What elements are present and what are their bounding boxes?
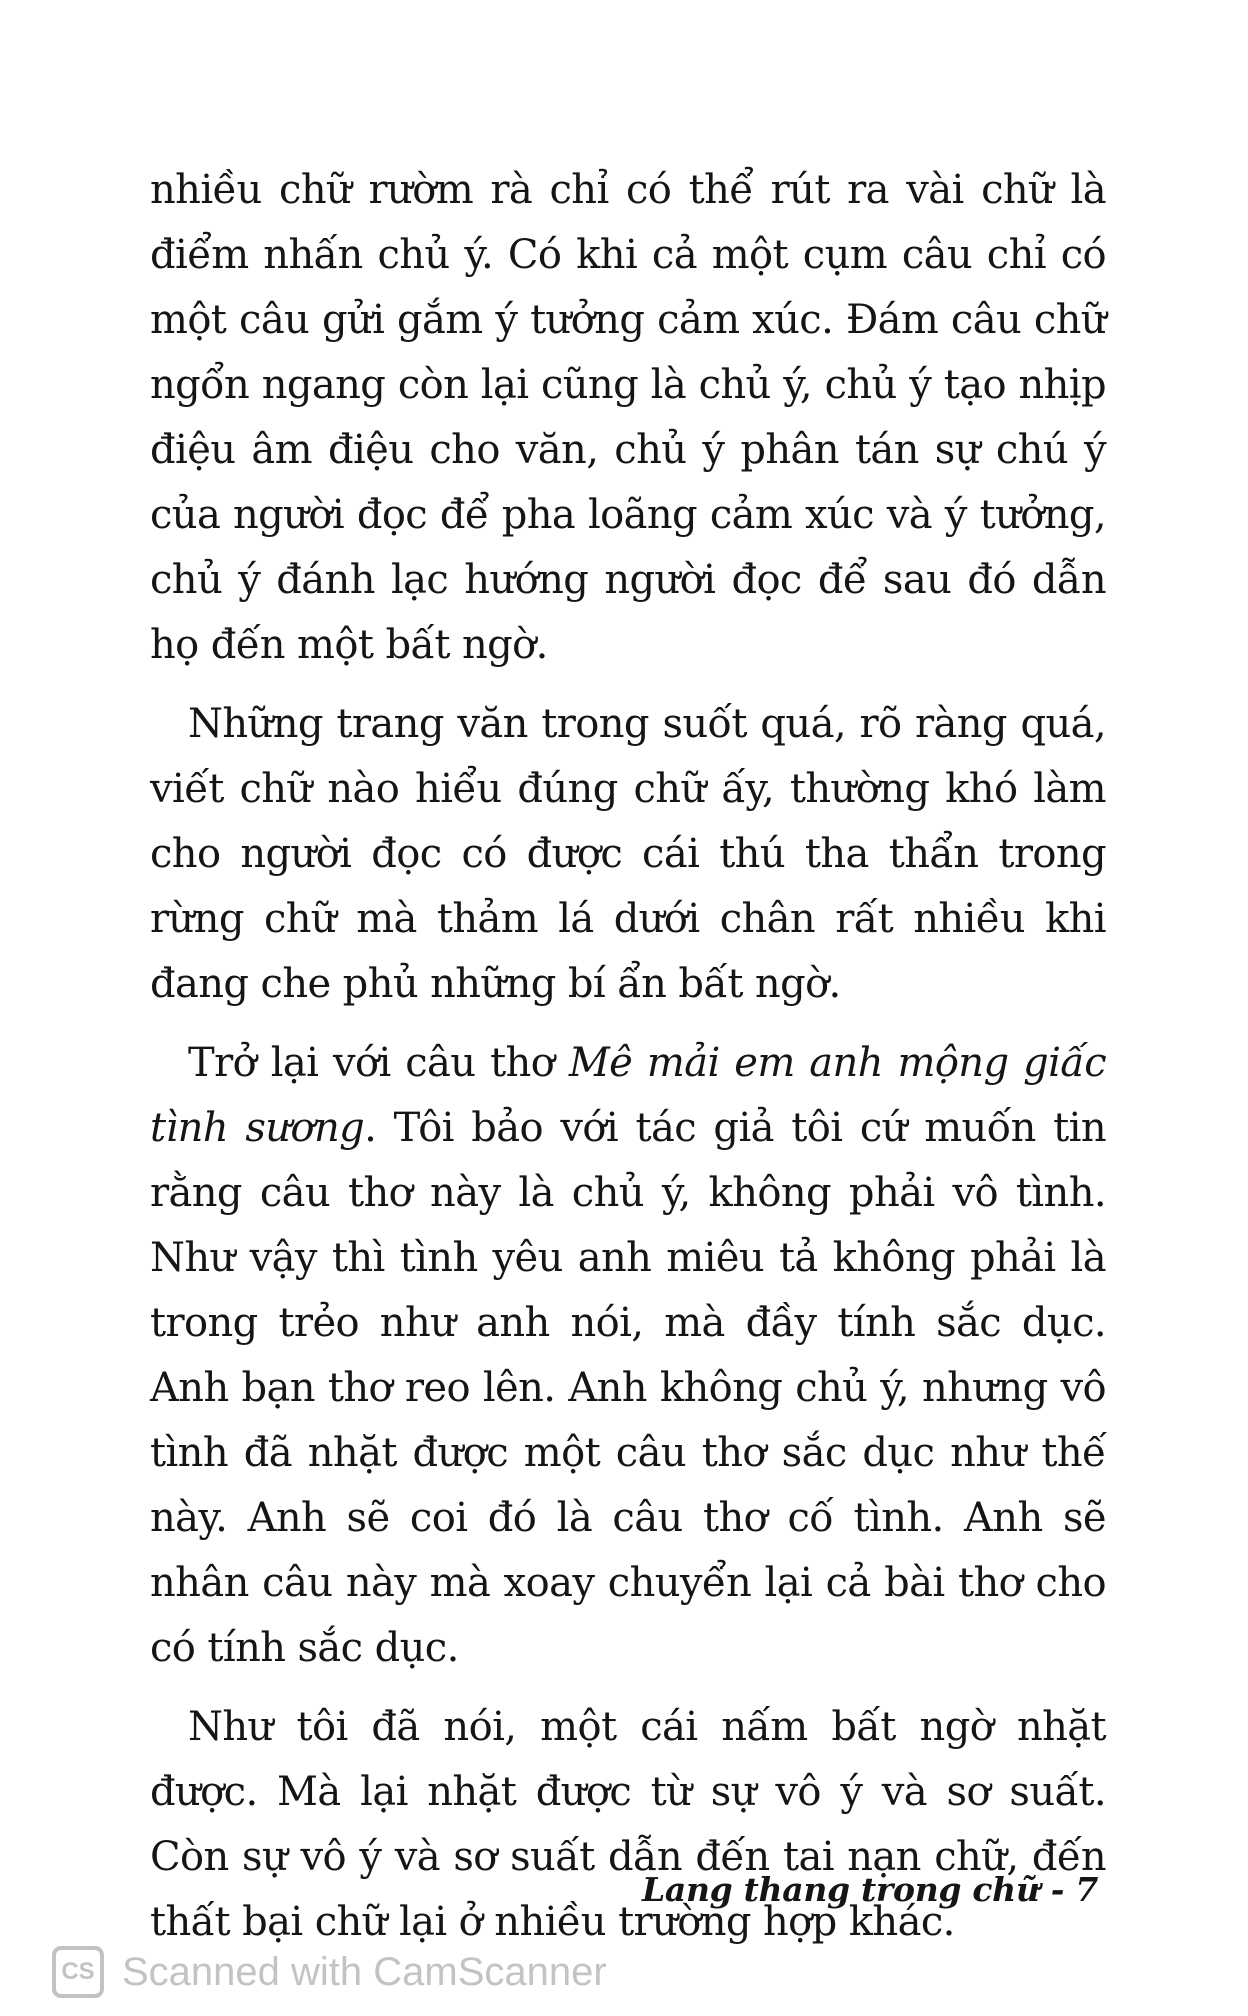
running-footer: Lang thang trong chữ - 7: [641, 1870, 1098, 1909]
paragraph-3-rest: . Tôi bảo với tác giả tôi cứ muốn tin rằng câu thơ này là chủ ý, không phải vô tình. Như vậy thì tình yêu anh miêu tả không phải là trong trẻo như anh nói, mà đầy tính sắc dục. Anh bạn thơ reo lên. Anh không chủ ý, nhưng vô tình đã nhặt được một câu thơ sắc dục như thế này. Anh sẽ coi đó là câu thơ cố tình. Anh sẽ nhân câu này mà xoay chuyển lại cả bài thơ cho có tính sắc dục.: [150, 1105, 1106, 1671]
camscanner-logo-icon: CS: [52, 1946, 104, 1998]
poem-line-quote: Mê mải em anh mộng giấc tình sương: [150, 1040, 1106, 1151]
watermark-text: Scanned with CamScanner: [122, 1949, 607, 1994]
paragraph-1: nhiều chữ rườm rà chỉ có thể rút ra vài chữ là điểm nhấn chủ ý. Có khi cả một cụm câu chỉ có một câu gửi gắm ý tưởng cảm xúc. Đám câu chữ ngổn ngang còn lại cũng là chủ ý, chủ ý tạo nhịp điệu âm điệu cho văn, chủ ý phân tán sự chú ý của người đọc để pha loãng cảm xúc và ý tưởng, chủ ý đánh lạc hướng người đọc để sau đó dẫn họ đến một bất ngờ.: [150, 167, 1106, 668]
paragraph-3: [150, 1031, 1106, 1681]
body-text: [150, 158, 1106, 1969]
paragraph-3-lead: Trở lại với câu thơ: [188, 1040, 569, 1086]
camscanner-watermark: [52, 1942, 607, 2002]
paragraph-2: Những trang văn trong suốt quá, rõ ràng quá, viết chữ nào hiểu đúng chữ ấy, thường khó làm cho người đọc có được cái thú tha thẩn trong rừng chữ mà thảm lá dưới chân rất nhiều khi đang che phủ những bí ẩn bất ngờ.: [150, 701, 1106, 1007]
paragraph-4: Như tôi đã nói, một cái nấm bất ngờ nhặt được. Mà lại nhặt được từ sự vô ý và sơ suất. Còn sự vô ý và sơ suất dẫn đến tai nạn chữ, đến thất bại chữ lại ở nhiều trường hợp khác.: [150, 1704, 1106, 1945]
